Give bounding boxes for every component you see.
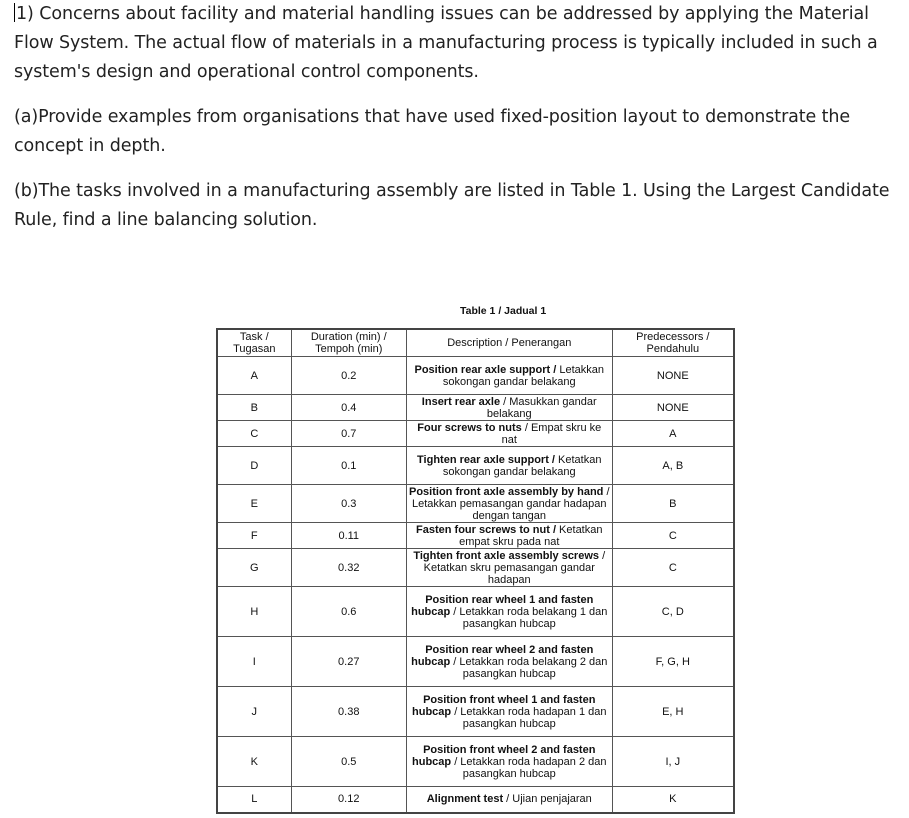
task-cell: E: [217, 485, 291, 523]
description-rest: Letakkan sokongan gandar belakang: [442, 363, 605, 388]
description-english: Position rear wheel 2 and fasten hubcap: [411, 643, 594, 668]
task-cell: K: [217, 737, 291, 787]
duration-cell: 0.4: [291, 395, 406, 421]
header-duration: Duration (min) / Tempoh (min): [291, 329, 406, 357]
description-english: Position rear wheel 1 and fasten hubcap: [411, 593, 594, 618]
task-cell: G: [217, 549, 291, 587]
duration-cell: 0.11: [291, 523, 406, 549]
table-row: [217, 421, 734, 447]
header-predecessors: Predecessors / Pendahulu: [612, 329, 734, 357]
text-cursor: [14, 3, 15, 22]
duration-cell: 0.6: [291, 587, 406, 637]
description-english: Fasten four screws to nut /: [416, 523, 556, 536]
description-english: Position front wheel 2 and fasten hubcap: [412, 743, 596, 768]
description-cell: [406, 737, 612, 787]
duration-cell: 0.38: [291, 687, 406, 737]
predecessors-cell: I, J: [612, 737, 734, 787]
task-cell: A: [217, 357, 291, 395]
table-row: [217, 787, 734, 813]
description-english: Tighten rear axle support /: [417, 453, 555, 466]
table-row: [217, 485, 734, 523]
description-english: Position front axle assembly by hand: [409, 485, 604, 498]
description-rest: Ketatkan sokongan gandar belakang: [442, 453, 602, 478]
table-row: [217, 523, 734, 549]
description-rest: / Letakkan roda belakang 1 dan pasangkan hubcap: [450, 605, 608, 630]
table-body: [217, 357, 734, 813]
table-header-row: [217, 329, 734, 357]
task-cell: F: [217, 523, 291, 549]
description-rest: / Letakkan roda hadapan 1 dan pasangkan hubcap: [451, 705, 607, 730]
predecessors-cell: B: [612, 485, 734, 523]
description-rest: / Letakkan pemasangan gandar hadapan dengan tangan: [412, 485, 610, 522]
description-cell: [406, 587, 612, 637]
task-cell: J: [217, 687, 291, 737]
task-cell: B: [217, 395, 291, 421]
predecessors-cell: A: [612, 421, 734, 447]
predecessors-cell: E, H: [612, 687, 734, 737]
duration-cell: 0.12: [291, 787, 406, 813]
description-english: Position rear axle support /: [414, 363, 557, 376]
predecessors-cell: C: [612, 523, 734, 549]
description-english: Four screws to nuts: [417, 421, 522, 434]
predecessors-cell: A, B: [612, 447, 734, 485]
description-rest: / Letakkan roda hadapan 2 dan pasangkan hubcap: [451, 755, 607, 780]
description-cell: [406, 421, 612, 447]
description-english: Insert rear axle: [421, 395, 501, 408]
description-rest: / Empat skru ke nat: [501, 421, 602, 446]
description-english: Position front wheel 1 and fasten hubcap: [412, 693, 596, 718]
predecessors-cell: C, D: [612, 587, 734, 637]
table-row: [217, 395, 734, 421]
predecessors-cell: K: [612, 787, 734, 813]
description-cell: [406, 549, 612, 587]
question-paragraph-b: (b)The tasks involved in a manufacturing assembly are listed in Table 1. Using the Largest Candidate Rule, find a line balancing solution.: [14, 181, 890, 230]
duration-cell: 0.27: [291, 637, 406, 687]
description-cell: [406, 395, 612, 421]
table-row: [217, 637, 734, 687]
description-cell: [406, 485, 612, 523]
description-rest: / Masukkan gandar belakang: [486, 395, 597, 420]
predecessors-cell: F, G, H: [612, 637, 734, 687]
task-cell: D: [217, 447, 291, 485]
question-paragraph-a: (a)Provide examples from organisations that have used fixed-position layout to demonstrate the concept in depth.: [14, 107, 851, 156]
duration-cell: 0.7: [291, 421, 406, 447]
table-row: [217, 549, 734, 587]
table-row: [217, 737, 734, 787]
question-text: [14, 0, 904, 235]
description-cell: [406, 637, 612, 687]
duration-cell: 0.32: [291, 549, 406, 587]
predecessors-cell: NONE: [612, 395, 734, 421]
task-cell: I: [217, 637, 291, 687]
description-rest: / Ujian penjajaran: [503, 793, 592, 806]
header-task: Task / Tugasan: [217, 329, 291, 357]
description-rest: / Letakkan roda belakang 2 dan pasangkan hubcap: [450, 655, 608, 680]
table-row: [217, 587, 734, 637]
description-english: Tighten front axle assembly screws: [413, 549, 600, 562]
question-paragraph-1[interactable]: 1) Concerns about facility and material handling issues can be addressed by applying the Material Flow System. The actual flow of materials in a manufacturing process is typically included in such a system's design and operational control components.: [14, 4, 878, 82]
table-caption: Table 1 / Jadual 1: [460, 305, 547, 317]
task-cell: L: [217, 787, 291, 813]
task-cell: C: [217, 421, 291, 447]
predecessors-cell: NONE: [612, 357, 734, 395]
duration-cell: 0.5: [291, 737, 406, 787]
description-cell: [406, 787, 612, 813]
task-table: [216, 328, 735, 814]
duration-cell: 0.1: [291, 447, 406, 485]
header-description: Description / Penerangan: [406, 329, 612, 357]
description-cell: [406, 523, 612, 549]
description-english: Alignment test: [426, 793, 504, 806]
description-rest: Ketatkan empat skru pada nat: [459, 523, 603, 548]
table-row: [217, 687, 734, 737]
duration-cell: 0.3: [291, 485, 406, 523]
description-rest: / Ketatkan skru pemasangan gandar hadapan: [423, 549, 606, 586]
description-cell: [406, 447, 612, 485]
table-row: [217, 447, 734, 485]
description-cell: [406, 687, 612, 737]
task-cell: H: [217, 587, 291, 637]
predecessors-cell: C: [612, 549, 734, 587]
description-cell: [406, 357, 612, 395]
duration-cell: 0.2: [291, 357, 406, 395]
table-row: [217, 357, 734, 395]
